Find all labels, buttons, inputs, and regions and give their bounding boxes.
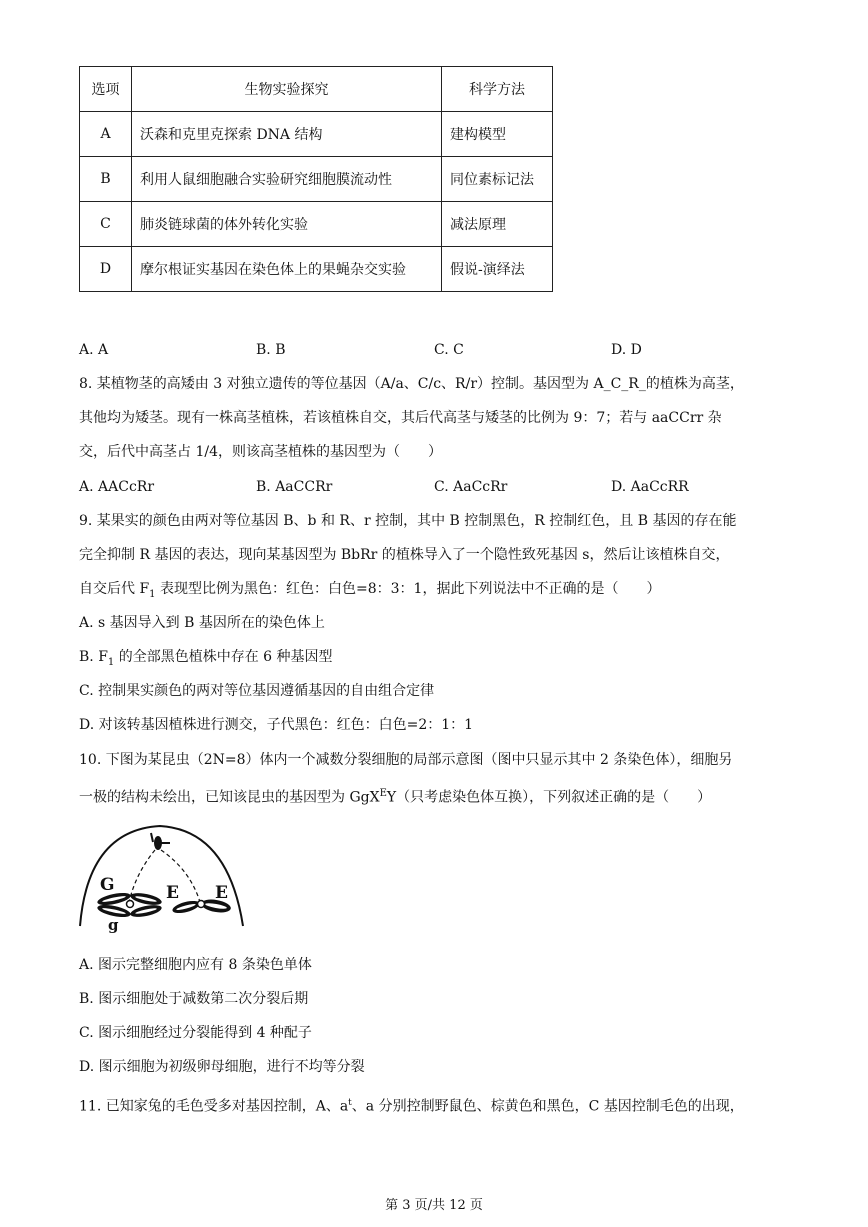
header-method: 科学方法 [442, 67, 553, 112]
meiosis-cell-diagram [78, 818, 248, 938]
gene-label-G: G [100, 875, 115, 895]
q9-line-3 [79, 579, 660, 605]
row-method: 减法原理 [442, 202, 553, 247]
q8-line-1: 8. 某植物茎的高矮由 3 对独立遗传的等位基因（A/a、C/c、R/r）控制。基因型为 A_C_R_的植株为高茎， [79, 376, 744, 392]
centriole-mark [151, 833, 153, 842]
q8-choice-a: A. AACcRr [79, 479, 155, 495]
q8-choice-b: B. AaCCRr [256, 479, 333, 495]
q8-choice-c: C. AaCcRr [434, 479, 508, 495]
q10-option-b: B. 图示细胞处于减数第二次分裂后期 [79, 991, 309, 1007]
row-experiment: 沃森和克里克探索 DNA 结构 [132, 112, 442, 157]
row-method: 假说-演绎法 [442, 247, 553, 292]
row-experiment: 摩尔根证实基因在染色体上的果蝇杂交实验 [132, 247, 442, 292]
q7-choice-b: B. B [256, 342, 286, 358]
header-experiment: 生物实验探究 [132, 67, 442, 112]
q9-option-a: A. s 基因导入到 B 基因所在的染色体上 [79, 615, 325, 631]
q8-choice-d: D. AaCcRR [611, 479, 689, 495]
page-footer: 第 3 页/共 12 页 [385, 1198, 483, 1213]
experiment-method-table [79, 66, 553, 292]
row-option: A [80, 112, 132, 157]
table-row [80, 112, 553, 157]
row-option: C [80, 202, 132, 247]
row-option: D [80, 247, 132, 292]
q9-line-2: 完全抑制 R 基因的表达，现向某基因型为 BbRr 的植株导入了一个隐性致死基因 s，然后让该植株自交， [79, 547, 730, 563]
q11-line-1-post: 、a 分别控制野鼠色、棕黄色和黑色，C 基因控制毛色的出现， [351, 1098, 744, 1115]
q10-option-a: A. 图示完整细胞内应有 8 条染色单体 [79, 957, 312, 973]
q11-line-1-pre: 11. 已知家兔的毛色受多对基因控制，A、a [79, 1098, 349, 1115]
q9-line-1: 9. 某果实的颜色由两对等位基因 B、b 和 R、r 控制，其中 B 控制黑色，R 控制红色，且 B 基因的存在能 [79, 513, 737, 529]
gene-label-E-left: E [166, 883, 179, 903]
table-row [80, 202, 553, 247]
q10-line-2-pre: 一极的结构未绘出，已知该昆虫的基因型为 GgX [79, 789, 380, 806]
q11-line-1 [79, 1093, 744, 1117]
q10-line-2-post: Y（只考虑染色体互换），下列叙述正确的是（ ） [386, 789, 712, 806]
table-row [80, 247, 553, 292]
q10-line-2 [79, 784, 711, 808]
table-header-row [80, 67, 553, 112]
q10-line-2-sup: E [379, 788, 387, 799]
row-experiment: 肺炎链球菌的体外转化实验 [132, 202, 442, 247]
q9-line-3-post: 表现型比例为黑色：红色：白色=8：3：1，据此下列说法中不正确的是（ ） [155, 581, 661, 597]
q9-option-b [79, 647, 333, 673]
q9-option-b-pre: B. F [79, 649, 108, 665]
q9-option-c: C. 控制果实颜色的两对等位基因遵循基因的自由组合定律 [79, 683, 435, 699]
row-method: 同位素标记法 [442, 157, 553, 202]
q7-choice-d: D. D [611, 342, 642, 358]
q9-option-b-sub: 1 [107, 656, 115, 668]
gene-label-g: g [108, 916, 119, 934]
header-option: 选项 [80, 67, 132, 112]
q10-line-1: 10. 下图为某昆虫（2N=8）体内一个减数分裂细胞的局部示意图（图中只显示其中 2 条染色体），细胞另 [79, 752, 733, 768]
q9-line-3-sub: 1 [149, 588, 156, 600]
q8-line-2: 其他均为矮茎。现有一株高茎植株，若该植株自交，其后代高茎与矮茎的比例为 9：7；若与 aaCCrr 杂 [79, 410, 722, 426]
q10-option-d: D. 图示细胞为初级卵母细胞，进行不均等分裂 [79, 1059, 365, 1075]
q9-line-3-pre: 自交后代 F [79, 581, 150, 597]
q10-option-c: C. 图示细胞经过分裂能得到 4 种配子 [79, 1025, 312, 1041]
q7-choice-c: C. C [434, 342, 464, 358]
q11-line-1-sup: t [348, 1098, 352, 1108]
row-experiment: 利用人鼠细胞融合实验研究细胞膜流动性 [132, 157, 442, 202]
q7-choice-a: A. A [79, 342, 109, 358]
gene-label-E-right: E [215, 883, 228, 903]
table-row [80, 157, 553, 202]
q9-option-d: D. 对该转基因植株进行测交，子代黑色：红色：白色=2：1：1 [79, 717, 474, 733]
q9-option-b-post: 的全部黑色植株中存在 6 种基因型 [114, 649, 333, 665]
row-option: B [80, 157, 132, 202]
q8-line-3: 交，后代中高茎占 1/4，则该高茎植株的基因型为（ ） [79, 444, 442, 460]
row-method: 建构模型 [442, 112, 553, 157]
